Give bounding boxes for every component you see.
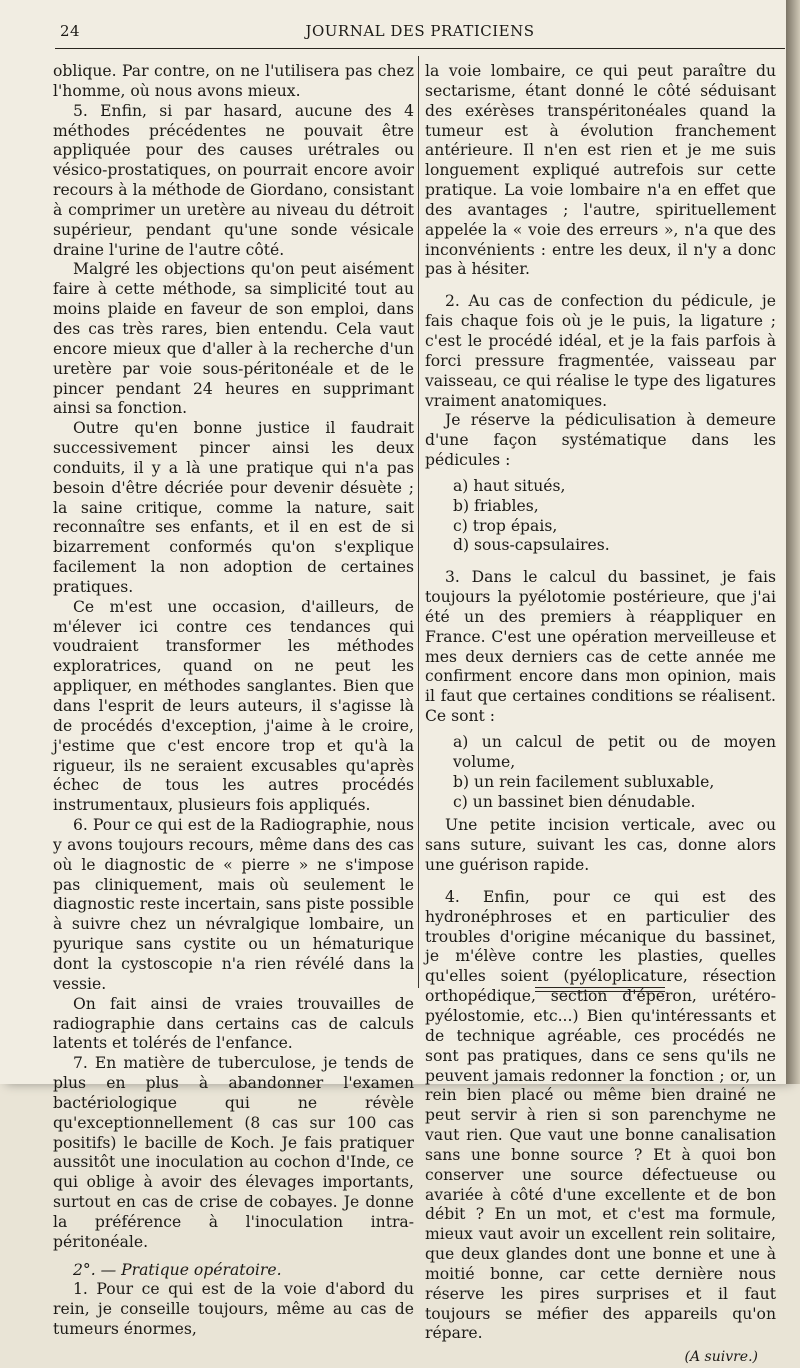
list-item: c) un bassinet bien dénudable.	[453, 792, 696, 811]
paragraph: 6. Pour ce qui est de la Radiographie, nous y avons toujours recours, même dans des cas où le diagnostic de « pierre » ne s'impose pas cliniquement, mais où seulement le diagnostic reste incertain, sans piste possible à suivre chez un névralgique lombaire, un pyurique sans cystite ou un hématurique dont la cystoscopie n'a rien révélé dans la vessie.	[53, 816, 415, 993]
paragraph: oblique. Par contre, on ne l'utilisera pas chez l'homme, où nous avons mieux.	[53, 62, 414, 100]
list-item: b) un rein facilement subluxable,	[453, 772, 715, 791]
column-divider	[418, 56, 419, 988]
page-edge	[786, 0, 800, 1084]
paragraph: 7. En matière de tuberculose, je tends de plus en plus à abandonner l'examen bactériologique qui ne révèle qu'exceptionnellement (8 cas sur 100 cas positifs) le bacille de Koch. Je fais pratiquer aussitôt une inoculation au cochon d'Inde, ce qui oblige à avoir des élevages importants, surtout en cas de crise de cobayes. Je donne la préférence à l'inoculation intra-péritonéale.	[53, 1054, 414, 1251]
paragraph: 1. Pour ce qui est de la voie d'abord du rein, je conseille toujours, même au cas de tumeurs énormes,	[53, 1280, 414, 1339]
paragraph: 2. Au cas de confection du pédicule, je fais chaque fois où je le puis, la ligature ; c'est le procédé idéal, et je la fais parfois à forci pressure fragmentée, vaisseau par vaisseau, ce qui réalise le type des ligatures vraiment anatomiques.	[425, 292, 776, 410]
paragraph: Outre qu'en bonne justice il faudrait successivement pincer ainsi les deux conduits, il y a là une pratique qui n'a pas besoin d'être décriée pour devenir désuète ; la saine critique, comme la nature, sait reconnaître ses enfants, et il en est de si bizarrement conformés qu'on s'explique facilement la non adoption de certaines pratiques.	[53, 419, 414, 596]
paragraph: Je réserve la pédiculisation à demeure d'une façon systématique dans les pédicules :	[425, 411, 776, 470]
end-rule	[535, 987, 665, 988]
paragraph: la voie lombaire, ce qui peut paraître du sectarisme, étant donné le côté séduisant des exérèses transpéritonéales quand la tumeur est à évolution franchement antérieure. Il n'en est rien et je me suis longuement expliqué autrefois sur cette pratique. La voie lombaire n'a en effet que des avantages ; l'autre, spirituellement appelée la « voie des erreurs », n'a que des inconvénients : entre les deux, il n'y a donc pas à hésiter.	[425, 62, 776, 279]
paragraph: Ce m'est une occasion, d'ailleurs, de m'élever ici contre ces tendances qui voudraient transformer les méthodes exploratrices, quand on ne peut les appliquer, en méthodes sanglantes. Bien que dans l'esprit de leurs auteurs, il s'agisse là de procédés d'exception, j'aime à le croire, j'estime que c'est encore trop et qu'à la rigueur, ils ne seraient excusables qu'après échec de tous les autres procédés instrumentaux, plusieurs fois appliqués.	[53, 597, 414, 815]
paragraph: Une petite incision verticale, avec ou sans suture, suivant les cas, donne alors une guérison rapide.	[425, 816, 776, 875]
list-item: c) trop épais,	[453, 516, 558, 535]
paragraph: Malgré les objections qu'on peut aisément faire à cette méthode, sa simplicité tout au moins plaide en faveur de son emploi, dans des cas très rares, bien entendu. Cela vaut encore mieux que d'aller à la recherche d'un uretère par voie sous-péritonéale et de le pincer pendant 24 heures en supprimant ainsi sa fonction.	[53, 260, 414, 418]
end-rule	[535, 991, 665, 992]
paragraph: 5. Enfin, si par hasard, aucune des 4 méthodes précédentes ne pouvait être appliquée pour des causes urétrales ou vésico-prostatiques, on pourrait encore avoir recours à la méthode de Giordano, consistant à comprimer un uretère au niveau du détroit supérieur, pendant qu'une sonde vésicale draine l'urine de l'autre côté.	[53, 101, 414, 259]
list-item: d) sous-capsulaires.	[453, 536, 610, 555]
left-column	[53, 62, 414, 1340]
paragraph: 4. Enfin, pour ce qui est des hydronéphroses et en particulier des troubles d'origine mécanique du bassinet, je m'élève contre les plasties, quelles qu'elles soient (pyéloplicature, résection orthopédique, section d'éperon, urétéro-pyélostomie, etc...) Bien qu'intéressants et de technique agréable, ces procédés ne sont pas pratiques, dans ce sens qu'ils ne peuvent jamais redonner la fonction ; or, un rein bien placé ou même bien drainé ne peut servir à rien si son parenchyme ne vaut rien. Que vaut une bonne canalisation sans une bonne source ? Et à quoi bon conserver une source défectueuse ou avariée à côté d'une excellente et de bon débit ? En un mot, et c'est ma formule, mieux vaut avoir un excellent rein solitaire, que deux glandes dont une bonne et une à moitié bonne, car cette dernière nous réserve les pires surprises et il faut toujours se méfier des appareils qu'on répare.	[425, 887, 776, 1343]
header-rule	[55, 48, 785, 49]
right-column	[425, 62, 776, 1368]
list-item: a) haut situés,	[453, 476, 566, 495]
list-item: a) un calcul de petit ou de moyen volume,	[453, 733, 776, 771]
page-number: 24	[60, 22, 81, 40]
to-be-continued: (A suivre.)	[684, 1349, 758, 1366]
paragraph: On fait ainsi de vraies trouvailles de radiographie dans certains cas de calculs latents et tolérés de l'enfance.	[53, 994, 414, 1053]
section-heading: 2°. — Pratique opératoire.	[73, 1260, 282, 1279]
list-item: b) friables,	[453, 496, 539, 515]
journal-title: JOURNAL DES PRATICIENS	[305, 22, 535, 40]
paragraph: 3. Dans le calcul du bassinet, je fais toujours la pyélotomie postérieure, que j'ai été un des premiers à réappliquer en France. C'est une opération merveilleuse et mes deux derniers cas de cette année me confirment encore dans mon opinion, mais il faut que certaines conditions se réalisent. Ce sont :	[425, 568, 776, 726]
page-header	[60, 22, 780, 46]
